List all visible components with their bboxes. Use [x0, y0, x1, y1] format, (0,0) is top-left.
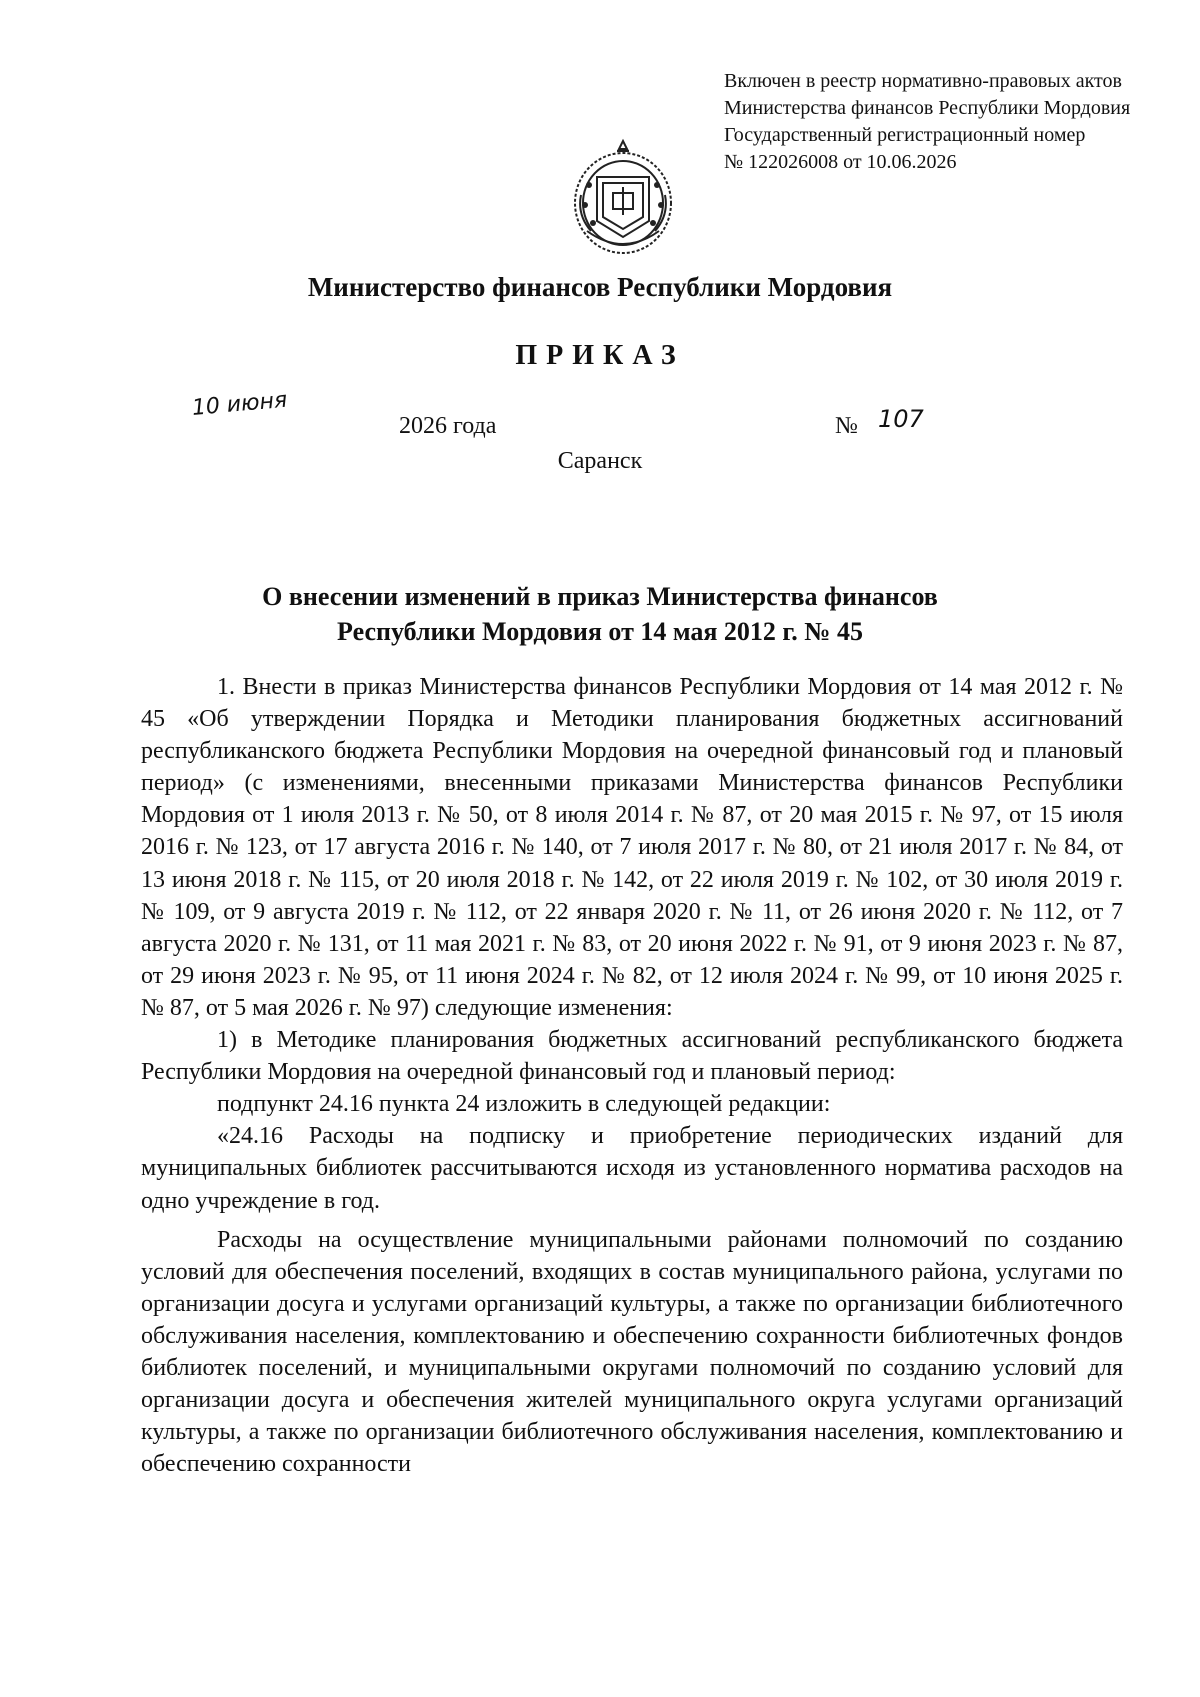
paragraph-1: 1. Внести в приказ Министерства финансов Республики Мордовия от 14 мая 2012 г. № 45 «Об утверждении Порядка и Методики планирования бюджетных ассигнований республиканского бюджета Республики Мордовия на очередной финансовый год и плановый период» (с изменениями, внесенными приказами Министерства финансов Республики Мордовия от 1 июля 2013 г. № 50, от 8 июля 2014 г. № 87, от 20 мая 2015 г. № 97, от 15 июля 2016 г. № 123, от 17 августа 2016 г. № 140, от 7 июля 2017 г. № 80, от 21 июля 2017 г. № 84, от 13 июня 2018 г. № 115, от 20 июля 2018 г. № 142, от 22 июля 2019 г. № 102, от 30 июля 2019 г. № 109, от 9 августа 2019 г. № 112, от 22 января 2020 г. № 11, от 26 июня 2020 г. № 112, от 7 августа 2020 г. № 131, от 11 мая 2021 г. № 83, от 20 июня 2022 г. № 91, от 9 июня 2023 г. № 87, от 29 июня 2023 г. № 95, от 11 июня 2024 г. № 82, от 12 июля 2024 г. № 99, от 10 июня 2025 г. № 87, от 5 мая 2026 г. № 97) следующие изменения: [141, 674, 1123, 1021]
registry-line-1: Включен в реестр нормативно-правовых актов [724, 70, 1122, 92]
subject-line-1: О внесении изменений в приказ Министерства финансов [262, 582, 938, 611]
paragraph-2: 1) в Методике планирования бюджетных ассигнований республиканского бюджета Республики Мордовия на очередной финансовый год и плановый период: [141, 1027, 1123, 1086]
registry-line-3: Государственный регистрационный номер [724, 124, 1086, 146]
ministry-name: Министерство финансов Республики Мордовия [307, 272, 893, 302]
document-year: 2026 года [399, 413, 497, 439]
city: Саранск [557, 448, 643, 474]
number-label: № [835, 413, 858, 439]
document-body [141, 671, 1123, 1480]
registry-line-2: Министерства финансов Республики Мордовия [724, 97, 1131, 119]
handwritten-number: 107 [878, 405, 924, 433]
paragraph-4: «24.16 Расходы на подписку и приобретение периодических изданий для муниципальных библиотек рассчитываются исходя из установленного норматива расходов на одно учреждение в год. [141, 1123, 1123, 1214]
paragraph-3: подпункт 24.16 пункта 24 изложить в следующей редакции: [217, 1091, 831, 1118]
document-type: ПРИКАЗ [515, 340, 685, 371]
handwritten-date: 10 июня [190, 387, 289, 421]
registry-stamp [724, 68, 1130, 176]
document-subject [0, 579, 1200, 649]
registry-line-4: № 122026008 от 10.06.2026 [724, 151, 957, 173]
paragraph-5: Расходы на осуществление муниципальными районами полномочий по созданию условий для обеспечения поселений, входящих в состав муниципального района, услугами по организации досуга и услугами организаций культуры, а также по организации библиотечного обслуживания населения, комплектованию и обеспечению сохранности библиотечных фондов библиотек поселений, и муниципальными округами полномочий по созданию условий для организации досуга и обеспечения жителей муниципального округа услугами организаций культуры, а также по организации библиотечного обслуживания населения, комплектованию и обеспечению сохранности [141, 1226, 1123, 1478]
subject-line-2: Республики Мордовия от 14 мая 2012 г. № 45 [337, 617, 863, 646]
coat-of-arms-icon [567, 135, 679, 259]
